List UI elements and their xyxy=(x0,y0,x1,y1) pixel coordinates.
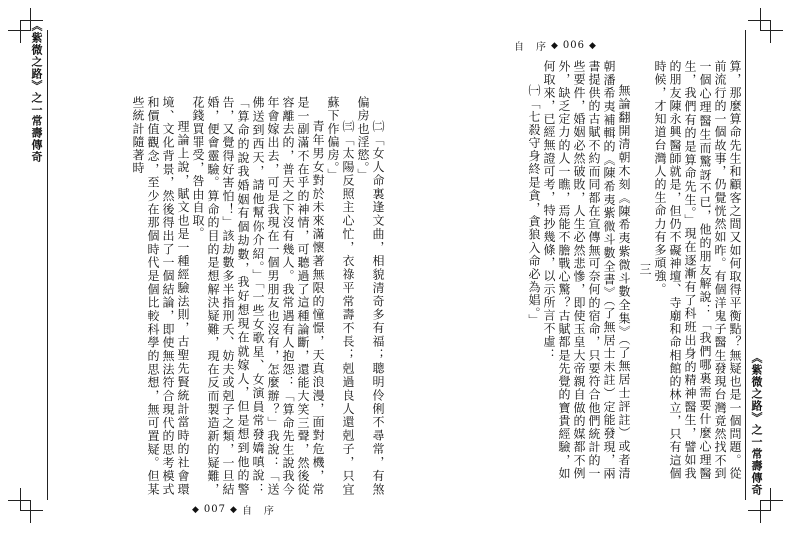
diamond-icon: ◆ xyxy=(192,504,200,515)
left-page-footer xyxy=(192,502,275,517)
diamond-icon: ◆ xyxy=(589,40,597,51)
header-label: 自 序 xyxy=(514,42,547,53)
series-title: 《紫微之路》之一 xyxy=(30,20,43,116)
right-page-body xyxy=(410,60,742,480)
paragraph: 青年男女對於未來滿懷著無限的憧憬，天真浪漫，面對危機，常是一副滿不在乎的神情，可聽過了這種論斷，還能大笑三聲，然後從容離去的，普天之下沒有幾人。我常遇有人抱怨：「算命先生說我今年會嫁出去，可是我現在一個男朋友也沒有，怎麼辦？」我說：「送佛送到西天，請他幫你介紹。」「一些女歌星、女演員常發嬌嗔說：「算命的說我婚姻有個劫數，我好想現在就嫁人，但是想到他的警告，又覺得好害怕！」該劫數多半指刑夭、妨夫或剋子之類，一旦結婚，便會靈驗。算命的目的是想解決疑難，現在反而製造新的疑難，花錢買罪受，咎由自取。 xyxy=(191,96,325,496)
page-number: 007 xyxy=(203,504,227,515)
crop-mark-top-right-inner xyxy=(748,20,771,43)
right-margin-rule xyxy=(745,30,746,500)
series-subtitle: 常壽傳奇 xyxy=(30,115,43,163)
left-margin-rule xyxy=(47,30,48,500)
left-side-series-subtitle xyxy=(30,115,42,163)
right-side-series-title xyxy=(750,352,762,448)
right-side-series-subtitle xyxy=(750,448,762,496)
quote: ㈠「七殺守身終是貪，貪狼入命必為娼。」 xyxy=(527,84,541,327)
quote: ㈡「女人命裏逢文曲，相貌清奇多有福；聰明伶俐不尋常，有煞偏房也淫慾。」 xyxy=(356,96,385,496)
series-title-right: 《紫微之路》之一 xyxy=(750,352,763,448)
right-page-header xyxy=(514,38,597,53)
page-number: 006 xyxy=(562,40,586,51)
paragraph: 理論上說，賦文也是一種經驗法則，古聖先賢統計當時的社會環境、文化背景，然後得出了一個結論，即使無法符合現代的思考模式和價值觀念，至少在那個時代是個比較科學的思想，無可置疑。但某些統計隨著時 xyxy=(131,96,190,496)
diamond-icon: ◆ xyxy=(551,40,559,51)
left-side-series-title xyxy=(30,20,42,116)
left-page-body xyxy=(55,96,385,496)
crop-mark-bottom-left-inner xyxy=(20,488,43,511)
section-number: 三 xyxy=(638,263,652,277)
paragraph: 算，那麼算命先生和顧客之間又如何取得平衡點？無疑也是一個問題。從前流行的一個故事，仍覺恍然如昨。有個洋鬼子醫生發現台灣竟然找不到一個心理醫生而驚訝不已，他的朋友解說：「我們哪裏需要什麼心理醫生，我們有的是算命先生。」現在逐漸有了科班出身的精神醫生，譬如我的朋友陳永興醫師就是，但仍不礙神壇、寺廟和命相館的林立，只有這個時候，才知道台灣人的生命力有多頑強。 xyxy=(653,60,742,480)
paragraph: 無論翻開清朝木刻《陳希夷紫微斗數全集》（了無居士評註）或者清朝潘希夷補輯的《陳希夷紫微斗數全書》（了無居士未註）定能發現，兩書提供的古賦不約而同都在宣傳無可奈何的宿命，只要符合他們統計的一些要件，婚姻必然破敗，人生必然悲慘，即使玉皇大帝親自做的媒都不例外，缺乏定力的人一瞧，焉能不膽戰心驚？古賦都是先覺的寶貴經驗，如何取來，已經無證可考，特抄幾條，以示所言不虛： xyxy=(542,60,631,480)
diamond-icon: ◆ xyxy=(230,504,238,515)
header-label: 自 序 xyxy=(241,506,275,517)
series-subtitle-right: 常壽傳奇 xyxy=(750,448,763,496)
quote: ㈢「太陽反照主心忙，衣祿平常壽不長；剋過良人還剋子，只宜蘇下作偏房。」 xyxy=(326,96,355,496)
